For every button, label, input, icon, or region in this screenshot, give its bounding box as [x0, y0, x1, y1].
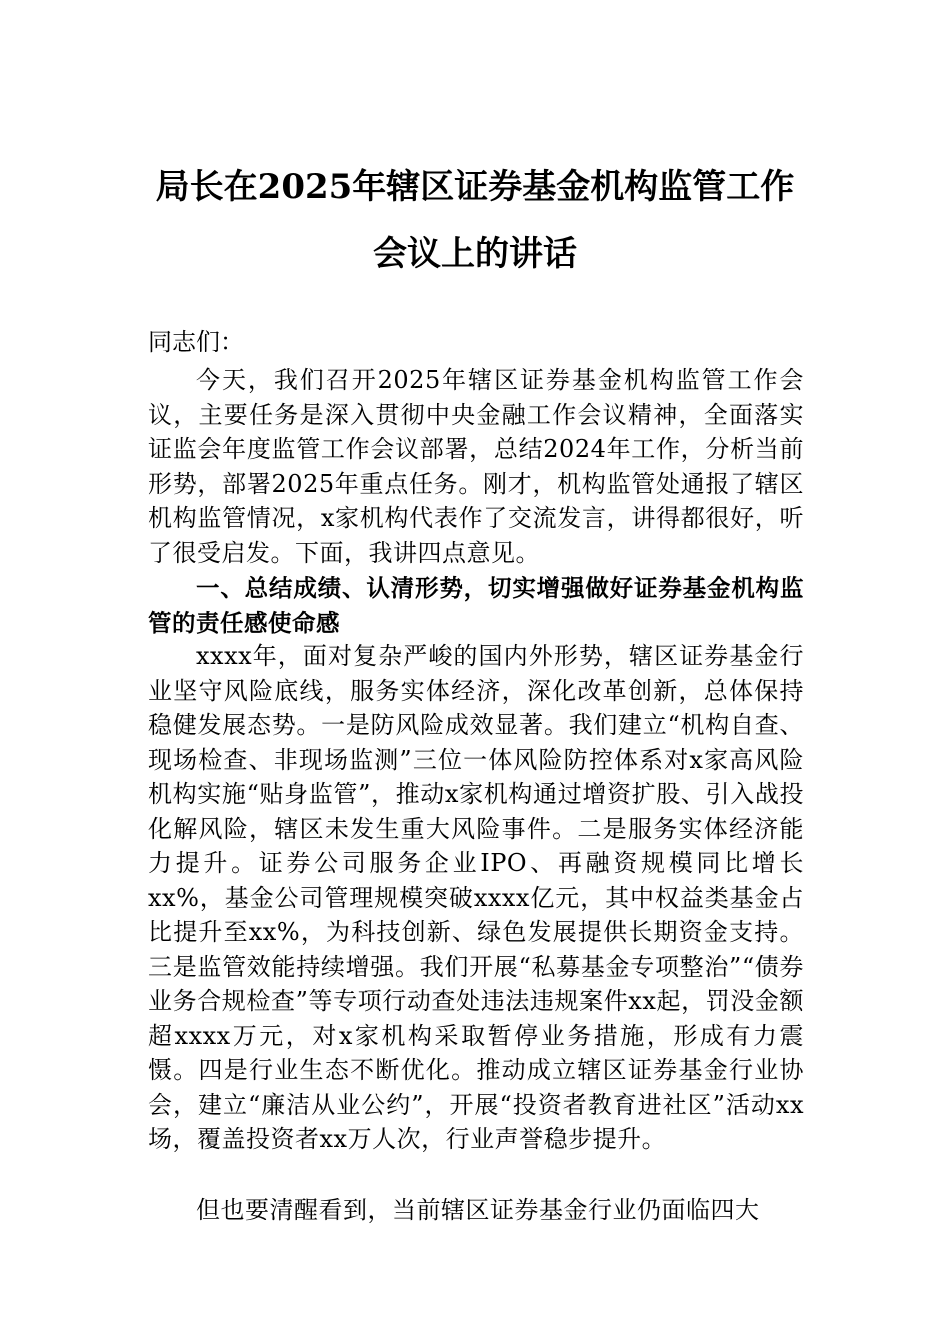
paragraph-block-3	[148, 1193, 804, 1228]
paragraph-opening: 今天，我们召开2025年辖区证券基金机构监管工作会议，主要任务是深入贯彻中央金融工作会议精神，全面落实证监会年度监管工作会议部署，总结2024年工作，分析当前形势，部署2025年重点任务。刚才，机构监管处通报了辖区机构监管情况，x家机构代表作了交流发言，讲得都很好，听了很受启发。下面，我讲四点意见。	[148, 366, 804, 567]
paragraph-block-2	[148, 639, 804, 1157]
document-title-line-2: 会议上的讲话	[373, 234, 577, 274]
paragraph-achievements: xxxx年，面对复杂严峻的国内外形势，辖区证券基金行业坚守风险底线，服务实体经济，深化改革创新，总体保持稳健发展态势。一是防风险成效显著。我们建立“机构自查、现场检查、非现场监测”三位一体风险防控体系对x家高风险机构实施“贴身监管”，推动x家机构通过增资扩股、引入战投化解风险，辖区未发生重大风险事件。二是服务实体经济能力提升。证券公司服务企业IPO、再融资规模同比增长xx%，基金公司管理规模突破xxxx亿元，其中权益类基金占比提升至xx%，为科技创新、绿色发展提供长期资金支持。三是监管效能持续增强。我们开展“私募基金专项整治”“债券业务合规检查”等专项行动查处违法违规案件xx起，罚没金额超xxxx万元，对x家机构采取暂停业务措施，形成有力震慑。四是行业生态不断优化。推动成立辖区证券基金行业协会，建立“廉洁从业公约”，开展“投资者教育进社区”活动xx场，覆盖投资者xx万人次，行业声誉稳步提升。	[148, 642, 804, 1153]
paragraph-challenges: 但也要清醒看到，当前辖区证券基金行业仍面临四大	[196, 1196, 760, 1224]
salutation: 同志们：	[148, 328, 244, 356]
paragraph-block-1	[148, 363, 804, 570]
section-heading-1: 一、总结成绩、认清形势，切实增强做好证券基金机构监管的责任感使命感	[148, 574, 804, 637]
document-title-line-1: 局长在2025年辖区证券基金机构监管工作	[155, 167, 795, 207]
heading-block-1	[148, 571, 804, 640]
